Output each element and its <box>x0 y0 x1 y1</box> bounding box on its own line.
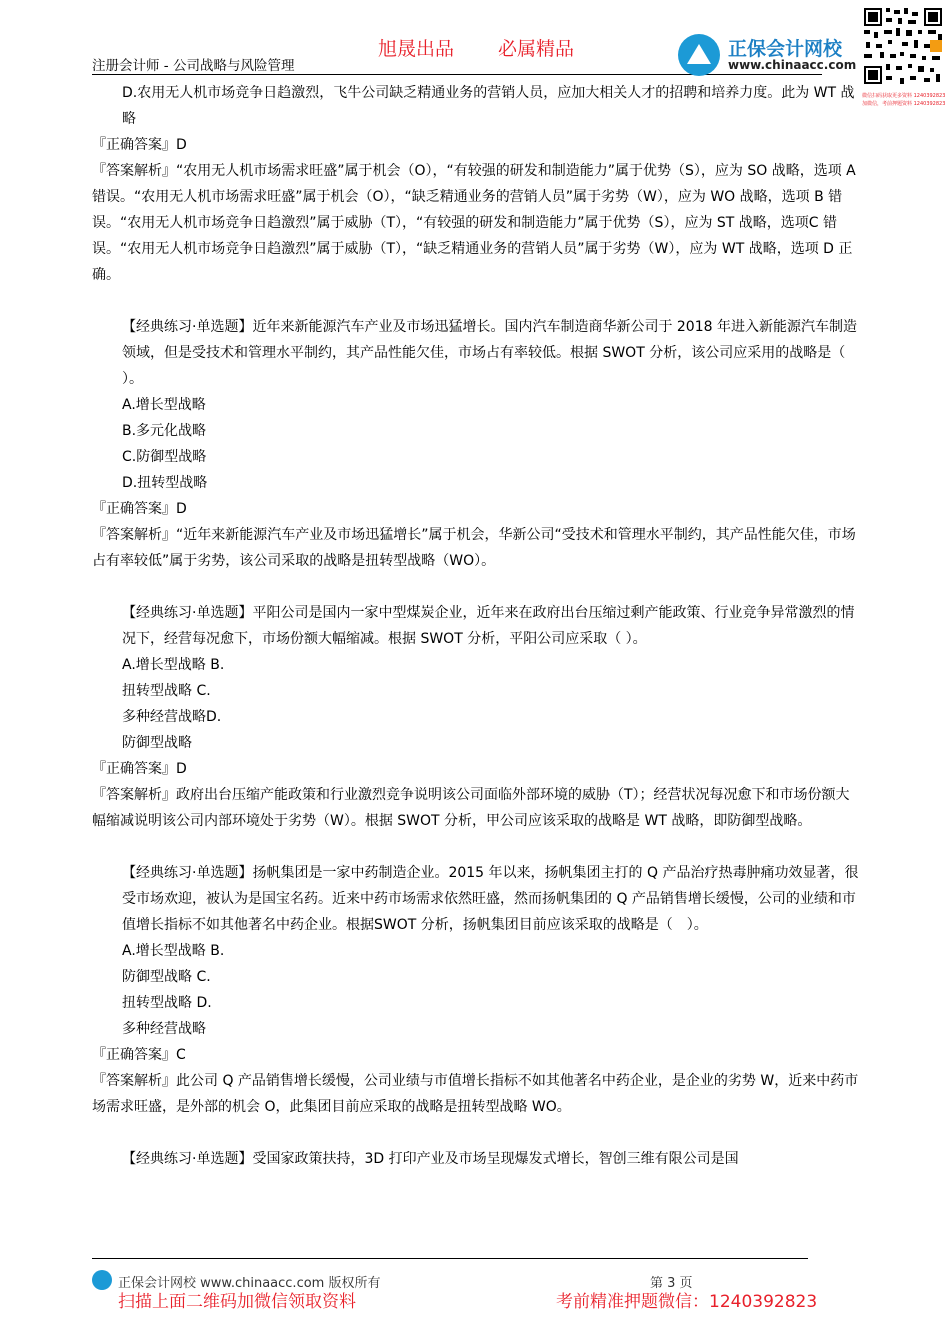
paragraph: 防御型战略 <box>122 735 192 751</box>
paragraph: D.农用无人机市场竞争日趋激烈，飞牛公司缺乏精通业务的营销人员，应加大相关人才的招聘和培养力度。此为 WT 战略 <box>122 85 855 127</box>
qr-code-icon <box>862 6 944 86</box>
paragraph-spacer <box>92 834 862 860</box>
paragraph: A.增长型战略 B. <box>122 943 225 959</box>
logo-name: 正保会计网校 <box>728 38 843 60</box>
paragraph: C.防御型战略 <box>122 449 207 465</box>
paragraph: A.增长型战略 <box>122 397 206 413</box>
paragraph: D.扭转型战略 <box>122 475 208 491</box>
logo-icon <box>678 34 720 76</box>
paragraph-spacer <box>92 574 862 600</box>
paragraph: 【经典练习·单选题】扬帆集团是一家中药制造企业。2015 年以来，扬帆集团主打的 Q 产品治疗热毒肿痛功效显著，很受市场欢迎，被认为是国宝名药。近来中药市场需求依然旺盛，然而扬帆集团的 Q 产品销售增长缓慢，公司的业绩和市值增长指标不如其他著名中药企业。根据SWOT 分析，扬帆集团目前应该采取的战略是（ ）。 <box>122 865 859 933</box>
paragraph: 『正确答案』D <box>92 501 187 517</box>
paragraph-spacer <box>92 288 862 314</box>
paragraph: 扭转型战略 D. <box>122 995 212 1011</box>
paragraph: 防御型战略 C. <box>122 969 211 985</box>
paragraph: 『正确答案』D <box>92 137 187 153</box>
paragraph: 扭转型战略 C. <box>122 683 211 699</box>
paragraph-spacer <box>92 1120 862 1146</box>
brand-left: 旭晟出品 <box>378 38 455 60</box>
paragraph: A.增长型战略 B. <box>122 657 225 673</box>
footer-copyright: 正保会计网校 www.chinaacc.com 版权所有 <box>118 1276 381 1291</box>
paragraph: B.多元化战略 <box>122 423 207 439</box>
brand-right: 必属精品 <box>498 38 575 60</box>
logo-url: www.chinaacc.com <box>728 58 857 72</box>
qr-note: 加微信，考前押题资料 1240392823 <box>862 101 946 107</box>
footer-divider <box>92 1258 808 1259</box>
footer-promo-right: 考前精准押题微信：1240392823 <box>556 1292 818 1312</box>
paragraph: 『答案解析』“农用无人机市场需求旺盛”属于机会（O），“有较强的研发和制造能力”属于优势（S），应为 SO 战略，选项 A 错误。“农用无人机市场需求旺盛”属于机会（O），“缺乏精通业务的营销人员”属于劣势（W），应为 WO 战略，选项 B 错误。“农用无人机市场竞争日趋激烈”属于威胁（T），“有较强的研发和制造能力”属于优势（S），应为 ST 战略，选项C 错误。“农用无人机市场竞争日趋激烈”属于威胁（T），“缺乏精通业务的营销人员”属于劣势（W），应为 WT 战略，选项 D 正确。 <box>92 163 856 283</box>
footer-logo-icon <box>92 1270 112 1290</box>
paragraph: 多种经营战略 <box>122 1021 206 1037</box>
paragraph: 『答案解析』政府出台压缩产能政策和行业激烈竞争说明该公司面临外部环境的威胁（T）；经营状况每况愈下和市场份额大幅缩减说明该公司内部环境处于劣势（W）。根据 SWOT 分析，甲公司应该采取的战略是 WT 战略，即防御型战略。 <box>92 787 850 829</box>
paragraph: 【经典练习·单选题】平阳公司是国内一家中型煤炭企业，近年来在政府出台压缩过剩产能政策、行业竞争异常激烈的情况下，经营每况愈下，市场份额大幅缩减。根据 SWOT 分析，平阳公司应采取（ ）。 <box>122 605 855 647</box>
course-title: 注册会计师 - 公司战略与风险管理 <box>92 58 295 74</box>
document-body <box>92 80 862 1172</box>
paragraph: 【经典练习·单选题】受国家政策扶持，3D 打印产业及市场呈现爆发式增长，智创三维有限公司是国 <box>122 1151 739 1167</box>
paragraph: 【经典练习·单选题】近年来新能源汽车产业及市场迅猛增长。国内汽车制造商华新公司于 2018 年进入新能源汽车制造领域，但是受技术和管理水平制约，其产品性能欠佳，市场占有率较低。根据 SWOT 分析，该公司应采用的战略是（ ）。 <box>122 319 857 387</box>
paragraph: 多种经营战略D. <box>122 709 222 725</box>
paragraph: 『答案解析』此公司 Q 产品销售增长缓慢，公司业绩与市值增长指标不如其他著名中药企业，是企业的劣势 W，近来中药市场需求旺盛，是外部的机会 O，此集团目前应采取的战略是扭转型战略 WO。 <box>92 1073 859 1115</box>
site-logo[interactable] <box>678 30 858 78</box>
paragraph: 『正确答案』C <box>92 1047 186 1063</box>
page-number: 第 3 页 <box>650 1276 693 1291</box>
qr-note: 微信扫码获取更多资料 1240392823 <box>862 93 946 99</box>
footer-promo-left: 扫描上面二维码加微信领取资料 <box>118 1292 356 1312</box>
paragraph: 『答案解析』“近年来新能源汽车产业及市场迅猛增长”属于机会，华新公司“受技术和管理水平制约，其产品性能欠佳，市场占有率较低”属于劣势，该公司采取的战略是扭转型战略（WO）。 <box>92 527 856 569</box>
paragraph: 『正确答案』D <box>92 761 187 777</box>
